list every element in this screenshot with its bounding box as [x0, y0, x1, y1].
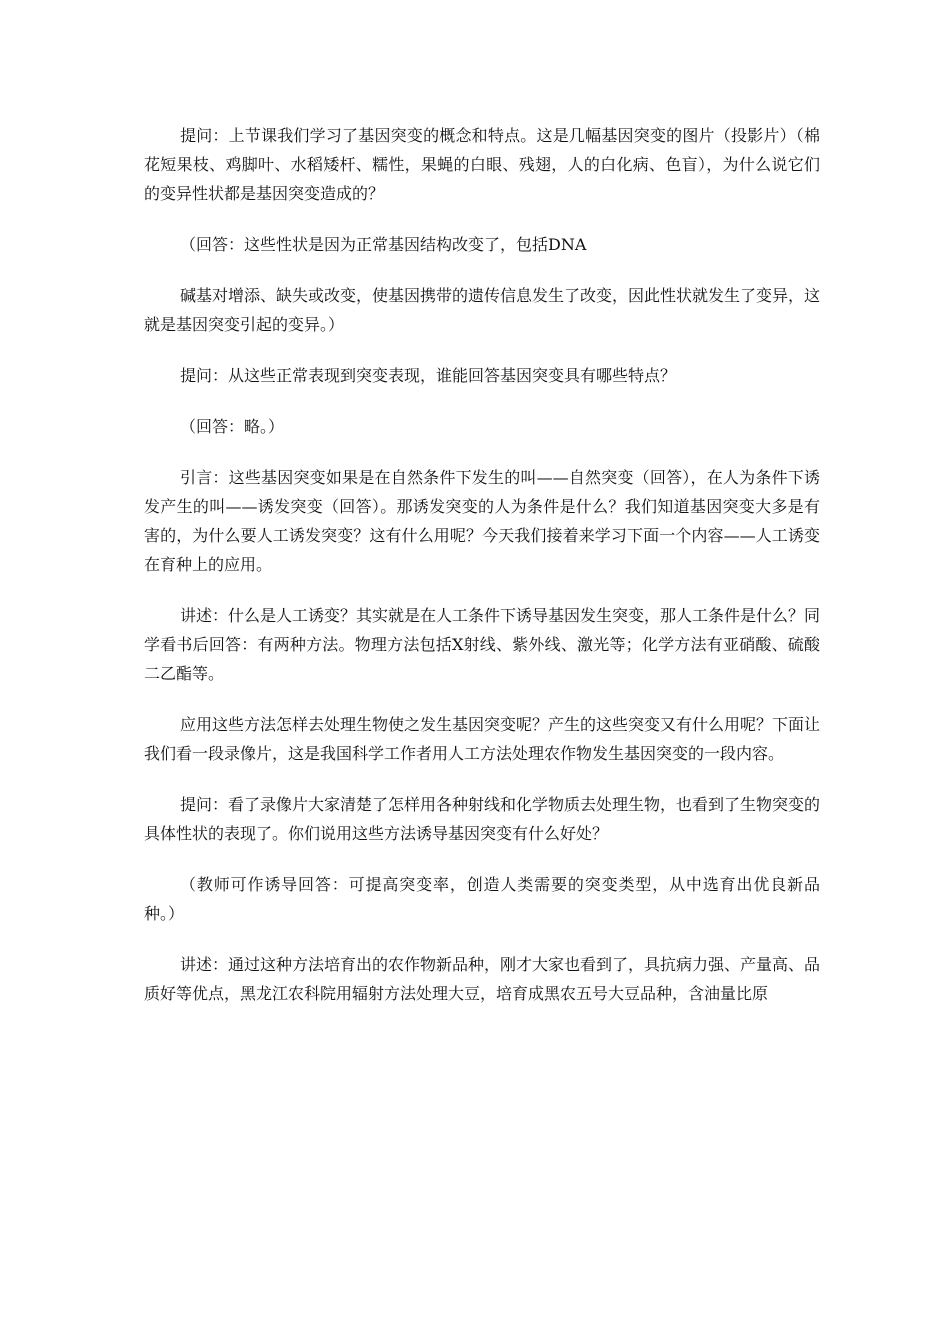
- paragraph-question-2: 提问：从这些正常表现到突变表现，谁能回答基因突变具有哪些特点？: [180, 366, 677, 385]
- paragraph-introduction: 引言：这些基因突变如果是在自然条件下发生的叫——自然突变（回答），在人为条件下诱发产生的叫——诱发突变（回答）。那诱发突变的人为条件是什么？我们知道基因突变大多是有害的，为什么要人工诱发突变？这有什么用呢？今天我们接着来学习下面一个内容——人工诱变在育种上的应用。: [144, 468, 820, 574]
- paragraph-question-1: 提问：上节课我们学习了基因突变的概念和特点。这是几幅基因突变的图片（投影片）（棉花短果枝、鸡脚叶、水稻矮杆、糯性，果蝇的白眼、残翅，人的白化病、色盲），为什么说它们的变异性状都是基因突变造成的？: [144, 126, 820, 203]
- document-body: [144, 121, 820, 1030]
- paragraph-lecture-1: 讲述：什么是人工诱变？其实就是在人工条件下诱导基因发生突变，那人工条件是什么？同学看书后回答：有两种方法。物理方法包括X射线、紫外线、激光等；化学方法有亚硝酸、硫酸二乙酯等。: [144, 606, 821, 683]
- paragraph-answer-2: （回答：略。）: [180, 417, 285, 436]
- paragraph-question-3: 提问：看了录像片大家清楚了怎样用各种射线和化学物质去处理生物，也看到了生物突变的具体性状的表现了。你们说用这些方法诱导基因突变有什么好处？: [144, 795, 821, 843]
- paragraph-teacher-hint: （教师可作诱导回答：可提高突变率，创造人类需要的突变类型，从中选育出优良新品种。）: [144, 875, 820, 923]
- paragraph-application: 应用这些方法怎样去处理生物使之发生基因突变呢？产生的这些突变又有什么用呢？下面让我们看一段录像片，这是我国科学工作者用人工方法处理农作物发生基因突变的一段内容。: [144, 715, 821, 763]
- paragraph-lecture-2: 讲述：通过这种方法培育出的农作物新品种，刚才大家也看到了，具抗病力强、产量高、品质好等优点，黑龙江农科院用辐射方法处理大豆，培育成黑农五号大豆品种，含油量比原: [144, 955, 821, 1003]
- paragraph-answer-1-start: （回答：这些性状是因为正常基因结构改变了，包括DNA: [180, 235, 587, 254]
- paragraph-answer-1-cont: 碱基对增添、缺失或改变，使基因携带的遗传信息发生了改变，因此性状就发生了变异，这就是基因突变引起的变异。）: [144, 286, 821, 334]
